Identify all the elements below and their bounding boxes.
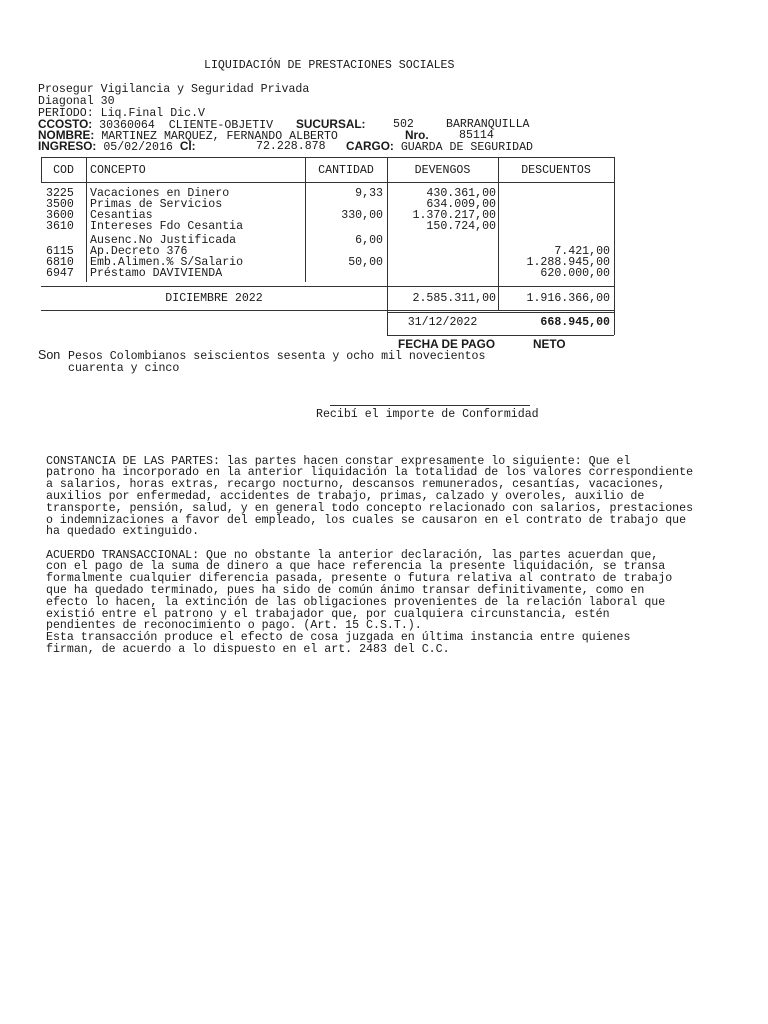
fecha-pago-label: FECHA DE PAGO — [398, 337, 496, 351]
cell-cantidad: 6,00 — [355, 234, 383, 247]
periodo-label: PERIODO: — [38, 107, 94, 120]
ci-value: 72.228.878 — [256, 140, 326, 153]
constancia-line: patrono ha incorporado en la anterior liquidación la totalidad de los valores correspondiente — [46, 466, 694, 480]
constancia-line: CONSTANCIA DE LAS PARTES: las partes hacen constar expresamente lo siguiente: Que el — [46, 454, 631, 468]
signature-caption: Recibí el importe de Conformidad — [316, 408, 539, 421]
cargo-label: CARGO: — [346, 139, 394, 153]
company-address: Diagonal 30 — [38, 95, 115, 108]
cell-concepto: Ausenc.No Justificada — [90, 234, 237, 247]
constancia-line: a salarios, horas extras, recargo nocturno, descansos remunerados, cesantías, vacaciones, — [46, 478, 666, 492]
cell-cod: 3225 — [46, 187, 74, 200]
cell-descuentos: 620.000,00 — [540, 267, 610, 280]
header-concepto: CONCEPTO — [90, 164, 146, 177]
acuerdo-line: pendientes de reconocimiento o pago. (Art. 15 C.S.T.). — [46, 619, 422, 633]
son-label: Son — [38, 348, 61, 362]
ingreso-label: INGRESO: — [38, 139, 97, 153]
acuerdo-line: ACUERDO TRANSACCIONAL: Que no obstante la anterior declaración, las partes acuerdan que, — [46, 548, 659, 562]
cell-concepto: Préstamo DAVIVIENDA — [90, 267, 223, 280]
periodo-value: Liq.Final Dic.V — [100, 107, 206, 120]
ci-label: CI: — [179, 139, 196, 153]
cargo-value: GUARDA DE SEGURIDAD — [400, 141, 534, 154]
constancia-line: o indemnizaciones a favor del empleado, los cuales se causaron en el contrato de trabajo que — [46, 513, 687, 527]
cell-cod: 3500 — [46, 198, 74, 211]
cell-descuentos: 7.421,00 — [554, 245, 610, 258]
constancia-line: ha quedado extinguido. — [46, 525, 200, 539]
acuerdo-paragraph — [46, 526, 672, 668]
cell-concepto: Vacaciones en Dinero — [90, 187, 230, 200]
acuerdo-line: firman, de acuerdo a lo dispuesto en el art. 2483 del C.C. — [46, 642, 450, 656]
header-descuentos: DESCUENTOS — [521, 164, 591, 177]
header-cantidad: CANTIDAD — [318, 164, 374, 177]
ccosto-value: 30360064 CLIENTE-OBJETIV — [99, 119, 274, 132]
cell-cod: 6947 — [46, 267, 74, 280]
cell-devengos: 1.370.217,00 — [412, 209, 496, 222]
ingreso-value: 05/02/2016 — [103, 141, 173, 154]
acuerdo-line: con el pago de la suma de dinero a que hace referencia la presente liquidación, se transa — [46, 560, 666, 574]
constancia-line: auxilios por enfermedad, accidentes de trabajo, primas, calzado y overoles, auxilio de — [46, 489, 645, 503]
nro-label: Nro. — [405, 128, 429, 142]
cell-cantidad: 9,33 — [355, 187, 383, 200]
company-name: Prosegur Vigilancia y Seguridad Privada — [38, 83, 310, 96]
ingreso-row — [38, 141, 196, 153]
cell-cod: 6115 — [46, 245, 74, 258]
acuerdo-line: Esta transacción produce el efecto de cosa juzgada en última instancia entre quienes — [46, 631, 631, 645]
son-line-2: cuarenta y cinco — [68, 362, 180, 375]
acuerdo-line: efecto lo hacen, la extinción de las obligaciones provenientes de la relación laboral que — [46, 595, 666, 609]
cell-devengos: 150.724,00 — [426, 220, 496, 233]
total-devengos: 2.585.311,00 — [412, 292, 496, 305]
neto-label: NETO — [533, 337, 566, 351]
cargo-row — [346, 141, 533, 153]
total-descuentos: 1.916.366,00 — [526, 292, 610, 305]
header-cod: COD — [53, 164, 74, 177]
constancia-line: transporte, pensión, salud, y en general todo concepto relacionado con salarios, prestaciones — [46, 501, 694, 515]
sucursal-city: BARRANQUILLA — [446, 118, 530, 131]
cell-devengos: 430.361,00 — [426, 187, 496, 200]
cell-concepto: Cesantias — [90, 209, 153, 222]
neto-value: 668.945,00 — [540, 316, 610, 329]
son-line-1: Pesos Colombianos seiscientos sesenta y ocho mil novecientos — [68, 350, 486, 363]
nro-value: 85114 — [459, 129, 494, 142]
header-devengos: DEVENGOS — [414, 164, 471, 177]
ccosto-label: CCOSTO: — [38, 117, 93, 131]
cell-devengos: 634.009,00 — [426, 198, 496, 211]
fecha-pago-value: 31/12/2022 — [407, 316, 478, 329]
cell-cod: 3610 — [46, 220, 74, 233]
sucursal-code: 502 — [393, 118, 414, 131]
total-label: DICIEMBRE 2022 — [165, 292, 263, 305]
cell-cantidad: 330,00 — [341, 209, 383, 222]
acuerdo-lines — [46, 550, 672, 656]
signature-line — [330, 405, 530, 406]
cell-descuentos: 1.288.945,00 — [526, 256, 610, 269]
cell-concepto: Primas de Servicios — [90, 198, 223, 211]
cell-cantidad: 50,00 — [348, 256, 383, 269]
cell-concepto: Ap.Decreto 376 — [90, 245, 188, 258]
acuerdo-line: que ha quedado terminado, pues ha sido de común ánimo transar definitivamente, como en — [46, 583, 645, 597]
cell-concepto: Intereses Fdo Cesantia — [90, 220, 244, 233]
nombre-value: MARTINEZ MARQUEZ, FERNANDO ALBERTO — [101, 130, 338, 143]
cell-cod: 3600 — [46, 209, 74, 222]
sucursal-label: SUCURSAL: — [296, 117, 366, 131]
cell-cod: 6810 — [46, 256, 74, 269]
acuerdo-line: existió entre el patrono y el trabajador que, por cualquiera circunstancia, estén — [46, 607, 610, 621]
document-title: LIQUIDACIÓN DE PRESTACIONES SOCIALES — [204, 59, 455, 72]
cell-concepto: Emb.Alimen.% S/Salario — [90, 256, 244, 269]
acuerdo-line: formalmente cualquier diferencia pasada, presente o futura relativa al contrato de trabajo — [46, 572, 673, 586]
nombre-label: NOMBRE: — [38, 128, 95, 142]
